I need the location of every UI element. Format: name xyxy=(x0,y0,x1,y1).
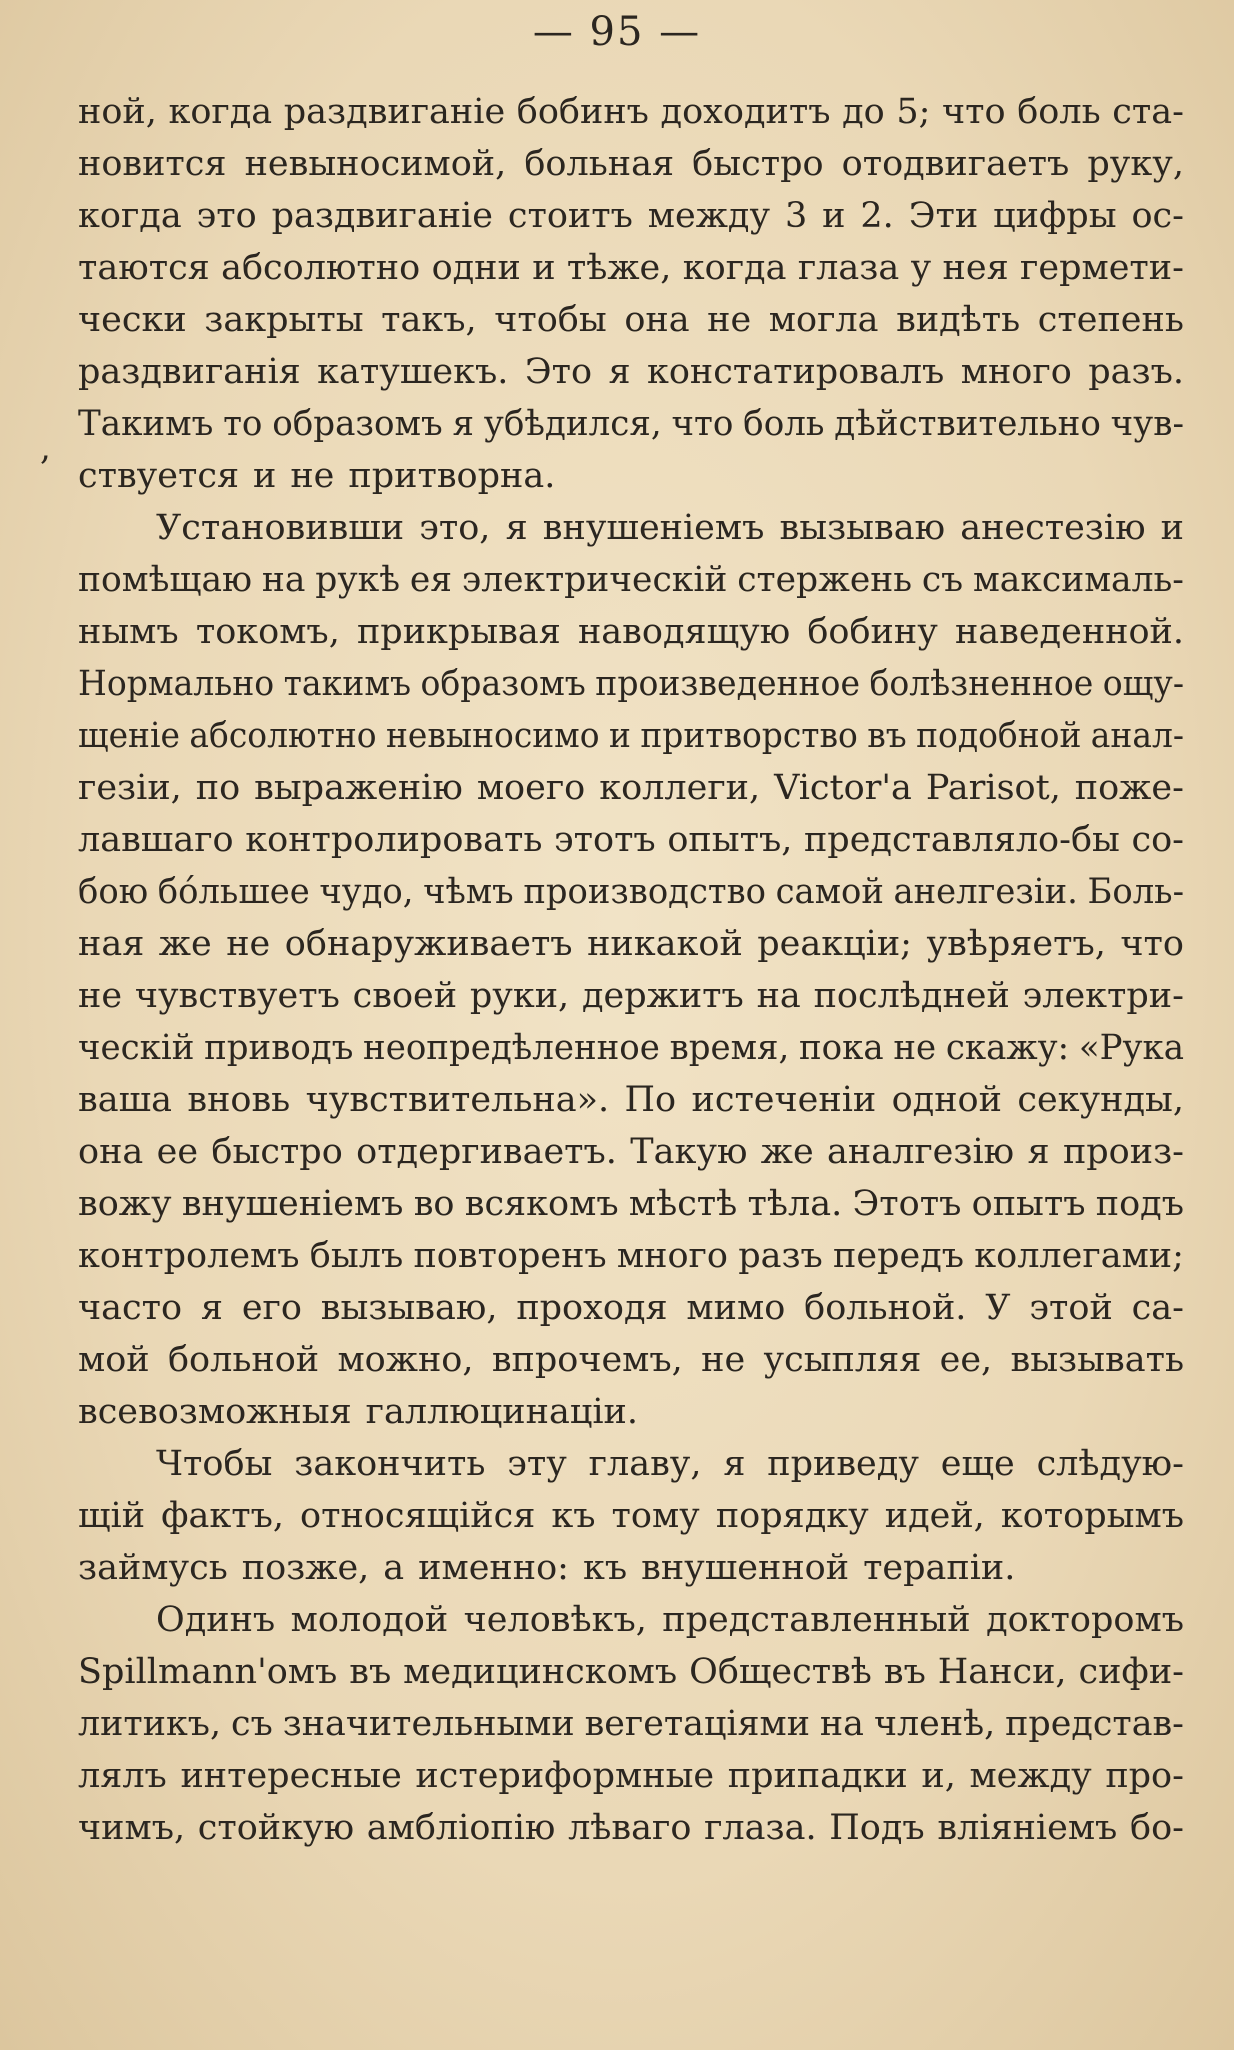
word: позже, xyxy=(241,1548,370,1588)
word: время, xyxy=(669,1028,790,1068)
word: наводящую xyxy=(577,612,791,652)
word: вегетаціями xyxy=(584,1704,810,1744)
word: членѣ, xyxy=(873,1704,996,1744)
word: между xyxy=(647,196,771,236)
word: никакой xyxy=(587,924,743,964)
word: моего xyxy=(476,768,586,808)
word: я xyxy=(452,404,475,444)
word: вліяніемъ xyxy=(937,1808,1118,1848)
word: стойкую xyxy=(197,1808,355,1848)
word: коллегами; xyxy=(974,1236,1184,1276)
text-line xyxy=(78,606,1184,658)
text-line xyxy=(78,1074,1184,1126)
word: электри- xyxy=(1022,976,1184,1016)
word: чувствительна». xyxy=(305,1080,610,1120)
word: стержень xyxy=(737,560,913,600)
word: про- xyxy=(1105,1756,1184,1796)
word: подобной xyxy=(916,716,1082,756)
word: и xyxy=(1160,508,1184,548)
word: со- xyxy=(1131,820,1184,860)
word: нея xyxy=(942,248,1009,288)
word: у xyxy=(910,248,932,288)
word: былъ xyxy=(309,1236,404,1276)
word: держитъ xyxy=(581,976,744,1016)
word: что xyxy=(1120,924,1184,964)
word: быстро xyxy=(211,1132,343,1172)
word: производство xyxy=(523,872,766,912)
word: тѣла. xyxy=(747,1184,843,1224)
word: съ xyxy=(231,1704,273,1744)
word: раздвиганіе xyxy=(271,196,493,236)
word: ея xyxy=(409,560,453,600)
word: вызываю, xyxy=(320,1288,498,1328)
word: лавшаго xyxy=(78,820,234,860)
word: тѣже, xyxy=(566,248,672,288)
word: ваша xyxy=(78,1080,172,1120)
text-line xyxy=(78,1126,1184,1178)
word: руки, xyxy=(469,976,570,1016)
word: припадки xyxy=(727,1756,908,1796)
word: щій xyxy=(78,1496,146,1536)
word: отодвигаетъ xyxy=(841,144,1070,184)
word: произ- xyxy=(1062,1132,1184,1172)
text-line xyxy=(78,814,1184,866)
word: чудо, xyxy=(319,872,414,912)
word: молодой xyxy=(290,1600,449,1640)
word: отдергиваетъ. xyxy=(356,1132,617,1172)
word: именно: xyxy=(418,1548,569,1588)
word: этотъ xyxy=(554,820,656,860)
word: 3 xyxy=(784,196,808,236)
word: въ xyxy=(867,716,907,756)
margin-mark: , xyxy=(40,428,51,468)
word: невыносимой, xyxy=(244,144,507,184)
word: Этотъ xyxy=(852,1184,962,1224)
word: впрочемъ, xyxy=(491,1340,683,1380)
text-line xyxy=(78,1438,1184,1490)
word: мимо xyxy=(686,1288,786,1328)
word: анал- xyxy=(1090,716,1184,756)
word: ощу- xyxy=(1102,664,1184,704)
word: много xyxy=(616,1236,728,1276)
word: тому xyxy=(611,1496,700,1536)
word: внушеніемъ xyxy=(542,508,765,548)
text-line xyxy=(78,1386,1184,1438)
word: всевозможныя xyxy=(78,1392,352,1432)
word: подъ xyxy=(1095,1184,1184,1224)
word: выраженію xyxy=(254,768,463,808)
word: ческій xyxy=(78,1028,195,1068)
word: вожу xyxy=(78,1184,172,1224)
text-line xyxy=(78,86,1184,138)
word: увѣряетъ, xyxy=(926,924,1106,964)
word: разъ. xyxy=(1088,352,1184,392)
word: самой xyxy=(775,872,884,912)
text-line xyxy=(78,918,1184,970)
word: еще xyxy=(940,1444,1015,1484)
word: глаза. xyxy=(704,1808,817,1848)
word: аналгезію xyxy=(827,1132,1015,1172)
text-line xyxy=(78,1490,1184,1542)
word: абсолютно xyxy=(221,248,421,288)
word: чѣмъ xyxy=(423,872,514,912)
word: разъ xyxy=(738,1236,823,1276)
word: этой xyxy=(1029,1288,1113,1328)
word: значительными xyxy=(282,1704,575,1744)
word: раздвиганіе xyxy=(283,92,506,132)
word: обнаруживаетъ xyxy=(284,924,573,964)
word: Эти xyxy=(908,196,979,236)
word: чтобы xyxy=(494,300,607,340)
word: пока xyxy=(799,1028,884,1068)
word: абсолютно xyxy=(189,716,377,756)
word: и, xyxy=(921,1756,956,1796)
word: я xyxy=(723,1444,746,1484)
word: много xyxy=(960,352,1072,392)
word: токомъ, xyxy=(195,612,340,652)
word: реакціи; xyxy=(757,924,912,964)
word: и xyxy=(253,456,277,496)
body-text xyxy=(78,86,1184,1854)
word: что xyxy=(671,404,734,444)
word: Spillmann'омъ xyxy=(78,1652,338,1692)
word: щеніе xyxy=(78,716,181,756)
word: Установивши xyxy=(156,508,405,548)
word: часто xyxy=(78,1288,183,1328)
word: одни xyxy=(431,248,521,288)
word: приводъ xyxy=(204,1028,354,1068)
text-line xyxy=(78,554,1184,606)
word: анестезію xyxy=(960,508,1146,548)
word: такъ, xyxy=(381,300,477,340)
word: бо́льшее xyxy=(157,872,310,912)
word: бобину xyxy=(807,612,938,652)
word: истеченіи xyxy=(691,1080,877,1120)
word: это xyxy=(196,196,257,236)
text-line xyxy=(78,970,1184,1022)
word: между xyxy=(969,1756,1092,1796)
word: сифи- xyxy=(1078,1652,1184,1692)
word: мой xyxy=(78,1340,150,1380)
word: въ xyxy=(349,1652,392,1692)
word: что xyxy=(942,92,1006,132)
word: боль xyxy=(743,404,825,444)
word: когда xyxy=(168,92,273,132)
word: Нанси, xyxy=(937,1652,1067,1692)
word: Боль- xyxy=(1087,872,1184,912)
text-line xyxy=(78,190,1184,242)
word: а xyxy=(383,1548,405,1588)
word: литикъ, xyxy=(78,1704,222,1744)
word: убѣдился, xyxy=(483,404,662,444)
word: таются xyxy=(78,248,210,288)
word: я xyxy=(608,352,631,392)
word: къ xyxy=(551,1496,596,1536)
word: чувствуетъ xyxy=(134,976,340,1016)
word: внушеніемъ xyxy=(181,1184,404,1224)
word: Такимъ xyxy=(78,404,214,444)
word: съ xyxy=(921,560,964,600)
text-line xyxy=(78,1022,1184,1074)
text-line xyxy=(78,1646,1184,1698)
text-line xyxy=(78,658,1184,710)
word: по xyxy=(195,768,241,808)
text-line xyxy=(78,1334,1184,1386)
word: притворна. xyxy=(348,456,556,496)
word: Обществѣ xyxy=(689,1652,872,1692)
word: рукѣ xyxy=(315,560,401,600)
word: займусь xyxy=(78,1548,228,1588)
word: максималь- xyxy=(972,560,1184,600)
word: произведенное xyxy=(595,664,861,704)
word: и xyxy=(822,196,846,236)
word: Подъ xyxy=(829,1808,925,1848)
word: докторомъ xyxy=(986,1600,1184,1640)
word: лѣваго xyxy=(568,1808,692,1848)
word: степень xyxy=(1037,300,1184,340)
word: когда xyxy=(682,248,787,288)
word: представленный xyxy=(662,1600,971,1640)
word: поже- xyxy=(1074,768,1184,808)
word: болѣзненное xyxy=(869,664,1094,704)
word: больная xyxy=(524,144,675,184)
word: Нормально xyxy=(78,664,275,704)
word: могла xyxy=(768,300,879,340)
word: ос- xyxy=(1131,196,1184,236)
text-line xyxy=(78,762,1184,814)
word: быстро xyxy=(692,144,824,184)
text-line xyxy=(78,138,1184,190)
word: это, xyxy=(419,508,491,548)
text-line xyxy=(78,398,1184,450)
word: относящійся xyxy=(300,1496,536,1536)
word: больной. xyxy=(804,1288,967,1328)
word: я xyxy=(200,1288,223,1328)
word: Одинъ xyxy=(156,1600,276,1640)
word: ее xyxy=(156,1132,199,1172)
word: боль xyxy=(1017,92,1101,132)
word: лялъ xyxy=(78,1756,167,1796)
word: помѣщаю xyxy=(78,560,253,600)
word: анелгезіи. xyxy=(893,872,1078,912)
word: гермети- xyxy=(1020,248,1184,288)
word: ная xyxy=(78,924,145,964)
word: медицинскомъ xyxy=(403,1652,678,1692)
word: когда xyxy=(78,196,182,236)
text-line xyxy=(78,1282,1184,1334)
word: гезіи, xyxy=(78,768,182,808)
word: она xyxy=(78,1132,144,1172)
word: бою xyxy=(78,872,149,912)
word: 2. xyxy=(860,196,894,236)
word: контролировать xyxy=(245,820,543,860)
word: Parisot, xyxy=(925,768,1061,808)
word: руку, xyxy=(1087,144,1184,184)
word: глаза xyxy=(797,248,900,288)
word: вызывать xyxy=(1010,1340,1184,1380)
word: на xyxy=(261,560,306,600)
word: не xyxy=(290,456,335,496)
word: бо- xyxy=(1130,1808,1184,1848)
word: внушенной xyxy=(641,1548,850,1588)
word: можно, xyxy=(337,1340,474,1380)
word: въ xyxy=(883,1652,926,1692)
word: не xyxy=(701,1340,746,1380)
word: же xyxy=(760,1132,814,1172)
word: прикрывая xyxy=(356,612,561,652)
word: доходитъ xyxy=(660,92,831,132)
word: и xyxy=(608,716,631,756)
word: образомъ xyxy=(420,664,586,704)
word: не xyxy=(893,1028,937,1068)
word: дѣйствительно xyxy=(834,404,1101,444)
word: У xyxy=(985,1288,1011,1328)
word: ста- xyxy=(1112,92,1184,132)
text-line xyxy=(78,1802,1184,1854)
word: одной xyxy=(891,1080,1002,1120)
word: са- xyxy=(1131,1288,1184,1328)
word: 5; xyxy=(896,92,931,132)
word: «Рука xyxy=(1078,1028,1185,1068)
word: представ- xyxy=(1005,1704,1184,1744)
word: повторенъ xyxy=(413,1236,607,1276)
word: электрическій xyxy=(461,560,728,600)
word: его xyxy=(241,1288,302,1328)
word: терапіи. xyxy=(863,1548,1016,1588)
word: приведу xyxy=(767,1444,919,1484)
text-line xyxy=(78,1750,1184,1802)
word: опытъ xyxy=(971,1184,1086,1224)
word: представляло-бы xyxy=(803,820,1120,860)
word: новится xyxy=(78,144,227,184)
word: образомъ xyxy=(272,404,443,444)
word: чув- xyxy=(1110,404,1184,444)
word: къ xyxy=(582,1548,628,1588)
text-line xyxy=(78,1178,1184,1230)
word: притворство xyxy=(640,716,858,756)
word: больной xyxy=(167,1340,320,1380)
word: на xyxy=(819,1704,864,1744)
word: Такую xyxy=(630,1132,748,1172)
word: контролемъ xyxy=(78,1236,300,1276)
word: же xyxy=(158,924,212,964)
word: не xyxy=(226,924,271,964)
word: интересные xyxy=(180,1756,402,1796)
word: такимъ xyxy=(283,664,412,704)
word: которымъ xyxy=(1000,1496,1184,1536)
word: неопредѣленное xyxy=(363,1028,660,1068)
word: проходя xyxy=(516,1288,668,1328)
word: своей xyxy=(352,976,458,1016)
text-line xyxy=(78,866,1184,918)
word: во xyxy=(413,1184,455,1224)
word: ной, xyxy=(78,92,157,132)
word: слѣдую- xyxy=(1036,1444,1184,1484)
word: Чтобы xyxy=(156,1444,273,1484)
word: По xyxy=(624,1080,677,1120)
word: закрыты xyxy=(204,300,364,340)
word: коллеги, xyxy=(599,768,761,808)
word: Victor'а xyxy=(774,768,912,808)
word: я xyxy=(1027,1132,1050,1172)
word: она xyxy=(624,300,690,340)
word: чески xyxy=(78,300,187,340)
word: катушекъ. xyxy=(317,352,509,392)
text-line xyxy=(78,1230,1184,1282)
word: передъ xyxy=(833,1236,965,1276)
word: чимъ, xyxy=(78,1808,186,1848)
word: идей, xyxy=(884,1496,985,1536)
word: ствуется xyxy=(78,456,240,496)
word: наведенной. xyxy=(954,612,1184,652)
word: бобинъ xyxy=(516,92,649,132)
text-line xyxy=(78,346,1184,398)
word: вызываю xyxy=(779,508,946,548)
word: человѣкъ, xyxy=(463,1600,647,1640)
word: стоитъ xyxy=(507,196,633,236)
word: видѣть xyxy=(896,300,1021,340)
word: порядку xyxy=(715,1496,869,1536)
word: истериформные xyxy=(415,1756,715,1796)
word: невыносимо xyxy=(385,716,600,756)
word: галлюцинаціи. xyxy=(365,1392,638,1432)
text-line xyxy=(78,242,1184,294)
word: вновь xyxy=(187,1080,291,1120)
word: нымъ xyxy=(78,612,179,652)
word: констатировалъ xyxy=(646,352,945,392)
text-line xyxy=(78,710,1184,762)
word: то xyxy=(223,404,263,444)
word: не xyxy=(707,300,752,340)
word: усыпляя xyxy=(763,1340,922,1380)
word: мѣстѣ xyxy=(628,1184,738,1224)
word: секунды, xyxy=(1017,1080,1184,1120)
word: опытъ, xyxy=(667,820,793,860)
word: до xyxy=(842,92,885,132)
word: всякомъ xyxy=(464,1184,619,1224)
word: не xyxy=(78,976,123,1016)
word: ее, xyxy=(939,1340,993,1380)
text-line xyxy=(78,502,1184,554)
text-line xyxy=(78,294,1184,346)
word: послѣдней xyxy=(813,976,1010,1016)
word: закончить xyxy=(294,1444,486,1484)
text-line xyxy=(78,1698,1184,1750)
word: амбліопію xyxy=(366,1808,556,1848)
word: цифры xyxy=(993,196,1117,236)
word: скажу: xyxy=(945,1028,1070,1068)
word: Это xyxy=(524,352,593,392)
text-line xyxy=(78,450,1184,502)
word: раздвиганія xyxy=(78,352,301,392)
word: фактъ, xyxy=(161,1496,284,1536)
word: я xyxy=(505,508,528,548)
word: эту xyxy=(507,1444,567,1484)
word: и xyxy=(532,248,556,288)
page-number: — 95 — xyxy=(532,9,702,55)
word: на xyxy=(756,976,801,1016)
text-line xyxy=(78,1594,1184,1646)
text-line xyxy=(78,1542,1184,1594)
word: главу, xyxy=(588,1444,702,1484)
